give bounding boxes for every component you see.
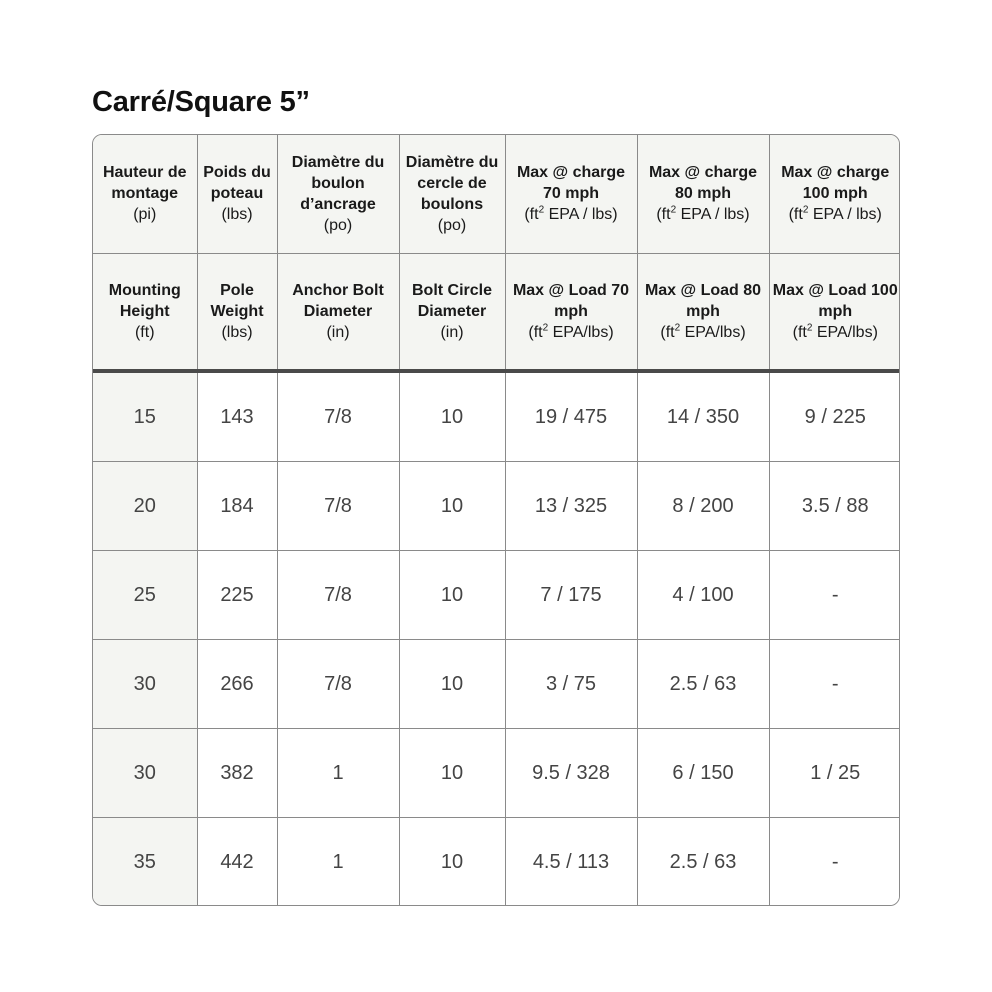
table-cell: 4.5 / 113 <box>505 818 637 907</box>
table-cell: 25 <box>93 551 197 640</box>
header-cell: Max @ charge 100 mph ($ft^2$ EPA / lbs) <box>769 135 900 253</box>
table-cell: 7/8 <box>277 371 399 462</box>
table-cell: 7 / 175 <box>505 551 637 640</box>
header-cell: Pole Weight (lbs) <box>197 253 277 371</box>
header-cell: Diamètre du cercle de boulons (po) <box>399 135 505 253</box>
header-row-english <box>93 253 900 371</box>
table-row <box>93 551 900 640</box>
table-row <box>93 818 900 907</box>
table-cell: 266 <box>197 640 277 729</box>
header-cell: Anchor Bolt Diameter (in) <box>277 253 399 371</box>
table-cell: 1 / 25 <box>769 729 900 818</box>
table-cell: 1 <box>277 729 399 818</box>
table-cell: 9 / 225 <box>769 371 900 462</box>
table-cell: 10 <box>399 640 505 729</box>
table-cell: 14 / 350 <box>637 371 769 462</box>
header-cell: Bolt Circle Diameter (in) <box>399 253 505 371</box>
table-cell: 442 <box>197 818 277 907</box>
table-row <box>93 462 900 551</box>
table-cell: 6 / 150 <box>637 729 769 818</box>
table-cell: 30 <box>93 729 197 818</box>
table-cell: 9.5 / 328 <box>505 729 637 818</box>
specs-table-container <box>92 134 900 906</box>
table-cell: 7/8 <box>277 551 399 640</box>
table-cell: 382 <box>197 729 277 818</box>
page-title: Carré/Square 5” <box>92 86 310 118</box>
table-cell: 225 <box>197 551 277 640</box>
table-cell: 10 <box>399 729 505 818</box>
table-row <box>93 729 900 818</box>
table-cell: 30 <box>93 640 197 729</box>
header-cell: Mounting Height (ft) <box>93 253 197 371</box>
table-cell: 15 <box>93 371 197 462</box>
table-cell: 184 <box>197 462 277 551</box>
header-cell: Poids du poteau (lbs) <box>197 135 277 253</box>
table-cell: 2.5 / 63 <box>637 640 769 729</box>
table-row <box>93 640 900 729</box>
table-cell: 13 / 325 <box>505 462 637 551</box>
table-cell: 7/8 <box>277 640 399 729</box>
table-cell: 7/8 <box>277 462 399 551</box>
table-cell: 143 <box>197 371 277 462</box>
table-cell: 1 <box>277 818 399 907</box>
header-cell: Diamètre du boulon d’ancrage (po) <box>277 135 399 253</box>
table-cell: 3 / 75 <box>505 640 637 729</box>
table-cell: 4 / 100 <box>637 551 769 640</box>
specs-table <box>93 135 900 906</box>
table-cell: 10 <box>399 818 505 907</box>
table-cell: 10 <box>399 371 505 462</box>
table-cell: 3.5 / 88 <box>769 462 900 551</box>
header-cell: Max @ Load 100 mph ($ft^2$ EPA/lbs) <box>769 253 900 371</box>
header-cell: Max @ Load 80 mph ($ft^2$ EPA/lbs) <box>637 253 769 371</box>
header-cell: Max @ Load 70 mph ($ft^2$ EPA/lbs) <box>505 253 637 371</box>
header-cell: Max @ charge 80 mph ($ft^2$ EPA / lbs) <box>637 135 769 253</box>
table-cell: - <box>769 551 900 640</box>
table-cell: 2.5 / 63 <box>637 818 769 907</box>
header-row-french <box>93 135 900 253</box>
table-cell: 20 <box>93 462 197 551</box>
table-cell: - <box>769 818 900 907</box>
header-cell: Hauteur de montage (pi) <box>93 135 197 253</box>
table-cell: 19 / 475 <box>505 371 637 462</box>
table-cell: 8 / 200 <box>637 462 769 551</box>
table-cell: 35 <box>93 818 197 907</box>
table-cell: 10 <box>399 462 505 551</box>
table-row <box>93 371 900 462</box>
header-cell: Max @ charge 70 mph ($ft^2$ EPA / lbs) <box>505 135 637 253</box>
table-cell: 10 <box>399 551 505 640</box>
table-cell: - <box>769 640 900 729</box>
